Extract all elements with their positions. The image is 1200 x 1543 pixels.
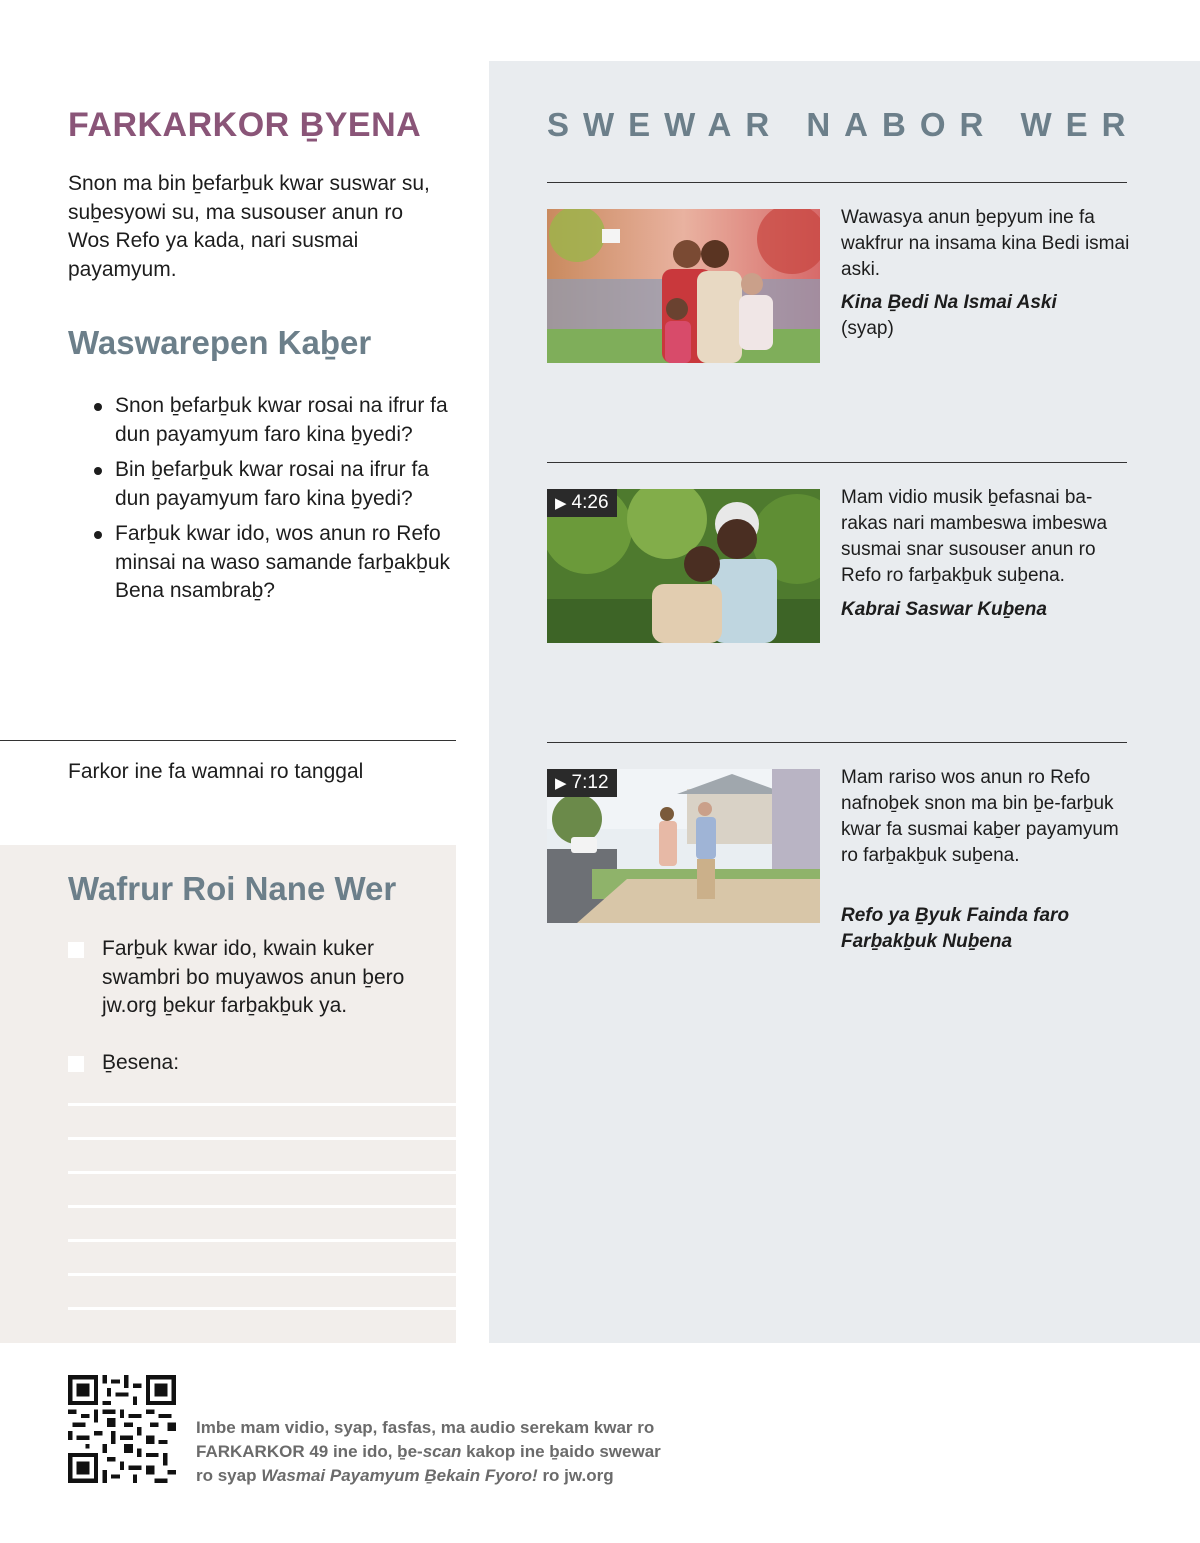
write-line[interactable] [68, 1205, 456, 1208]
write-line[interactable] [68, 1137, 456, 1140]
date-label: Farkor ine fa wamnai ro tanggal [68, 760, 364, 783]
elderly-couple-thumbnail[interactable] [547, 489, 820, 643]
play-icon: ▶ [555, 495, 567, 512]
lesson-heading: FARKARKOR ḆYENA [68, 106, 422, 144]
item-description: Wawasya anun ḇepyum ine fa wakfrur na insama kina Bedi ismai aski. [841, 207, 1130, 280]
play-icon: ▶ [555, 775, 567, 792]
checkbox[interactable] [68, 942, 84, 958]
review-questions [92, 392, 457, 613]
write-line[interactable] [68, 1273, 456, 1276]
related-heading: SWEWAR NABOR WER [547, 106, 1140, 143]
intro-text: Snon ma bin ḇefarḇuk kwar suswar su, suḇesyowi su, ma susouser anun ro Wos Refo ya kada, nari susmai payamyum. [68, 172, 430, 281]
divider [547, 182, 1127, 183]
question-item: Snon ḇefarḇuk kwar rosai na ifrur fa dun payamyum faro kina ḇyedi? [92, 392, 457, 449]
review-heading: Waswarepen Kaḇer [68, 324, 372, 361]
video-duration-badge: ▶ 7:12 [547, 769, 617, 797]
item-title[interactable]: Kina Ḇedi Na Ismai Aski [841, 292, 1057, 313]
write-line[interactable] [68, 1171, 456, 1174]
item-title[interactable]: Refo ya Ḇyuk Fainda faro Farḇakḇuk Nuḇena [841, 905, 1070, 952]
checkbox[interactable] [68, 1056, 84, 1072]
item-title[interactable]: Kabrai Saswar Kuḇena [841, 599, 1047, 620]
todo-heading: Wafrur Roi Nane Wer [68, 870, 397, 907]
street-walk-thumbnail[interactable] [547, 769, 820, 923]
write-line[interactable] [68, 1307, 456, 1310]
question-item: Bin ḇefarḇuk kwar rosai na ifrur fa dun payamyum faro kina ḇyedi? [92, 456, 457, 513]
write-line[interactable] [68, 1103, 456, 1106]
todo-label: Farḇuk kwar ido, kwain kuker swambri bo muyawos anun ḇero jw.org ḇekur farḇakḇuk ya. [102, 937, 405, 1017]
item-description: Mam rariso wos anun ro Refo nafnoḇek snon ma bin ḇe-farḇuk kwar fa susmai kaḇer payamyum ro farḇakḇuk suḇena. [841, 767, 1119, 866]
video-duration-badge: ▶ 4:26 [547, 489, 617, 517]
item-description: Mam vidio musik ḇefasnai ba-rakas nari mambeswa imbeswa susmai snar susouser anun ro Refo ro farḇakḇuk suḇena. [841, 487, 1108, 586]
question-item: Farḇuk kwar ido, wos anun ro Refo minsai na waso samande farḇakḇuk Bena nsambraḇ? [92, 520, 457, 606]
divider [0, 740, 456, 741]
divider [547, 742, 1127, 743]
todo-item[interactable] [68, 935, 448, 1021]
write-line[interactable] [68, 1239, 456, 1242]
divider [547, 462, 1127, 463]
todo-label: Ḇesena: [102, 1051, 180, 1074]
item-subtitle: (syap) [841, 318, 894, 339]
family-selfie-thumbnail[interactable] [547, 209, 820, 363]
todo-box [0, 845, 456, 1343]
qr-code-icon[interactable] [68, 1375, 176, 1483]
footer-note: Imbe mam vidio, syap, fasfas, ma audio serekam kwar ro FARKARKOR 49 ine ido, ḇe-scan kakop ine ḇaido swewar ro syap Wasmai Payamyum Ḇekain Fyoro! ro jw.org [196, 1418, 661, 1485]
todo-item[interactable] [68, 1049, 448, 1078]
